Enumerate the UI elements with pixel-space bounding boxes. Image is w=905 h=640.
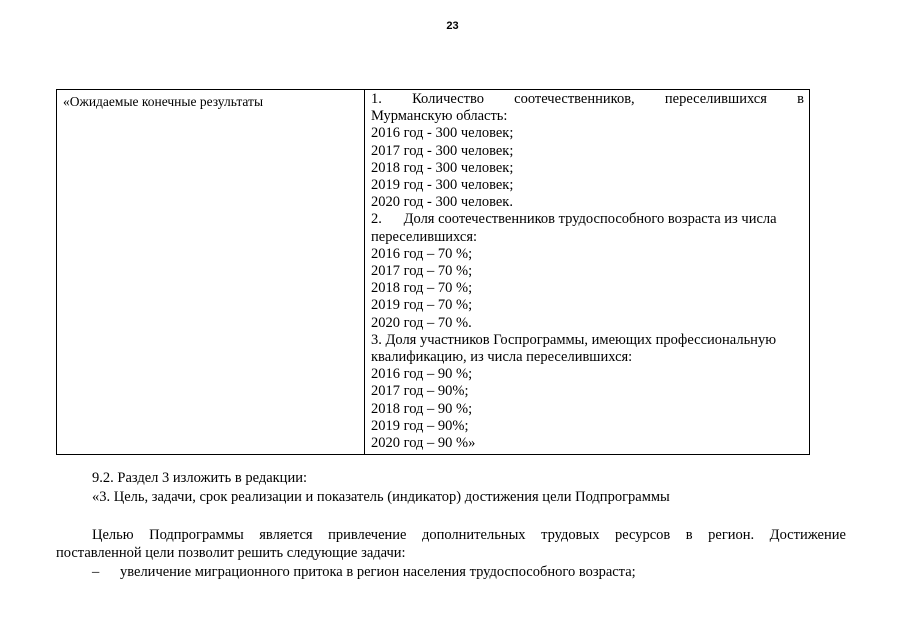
item1-year-line: 2020 год - 300 человек. (371, 194, 513, 211)
item1-word: в (797, 91, 804, 107)
body-word: регион. (708, 527, 755, 543)
item2-year-line: 2020 год – 70 %. (371, 314, 472, 331)
section-3-heading: «3. Цель, задачи, срок реализации и показатель (индикатор) достижения цели Подпрограммы (92, 489, 670, 505)
item1-continuation: Мурманскую область: (371, 108, 508, 125)
item3-year-line: 2018 год – 90 %; (371, 400, 473, 417)
body-word: является (259, 527, 313, 543)
body-paragraph-second-line: поставленной цели позволит решить следующие задачи: (56, 545, 406, 561)
section-9-2-instruction: 9.2. Раздел 3 изложить в редакции: (92, 470, 307, 486)
item2-year-line: 2019 год – 70 %; (371, 297, 473, 314)
item3-year-line: 2016 год – 90 %; (371, 366, 473, 383)
item1-word: 1. (371, 91, 382, 107)
body-word: Целью (92, 527, 134, 543)
bullet-item (92, 563, 882, 581)
item3-year-line: 2017 год – 90%; (371, 383, 469, 400)
item3-year-line: 2020 год – 90 %» (371, 435, 476, 452)
item2-year-line: 2017 год – 70 %; (371, 263, 473, 280)
item1-word: переселившихся (664, 91, 767, 107)
item1-year-line: 2019 год - 300 человек; (371, 177, 514, 194)
body-word: дополнительных (421, 527, 526, 543)
item2-year-line: 2016 год – 70 %; (371, 245, 473, 262)
body-word: в (685, 527, 693, 543)
table-label-cell: «Ожидаемые конечные результаты (57, 90, 365, 454)
item1-year-line: 2017 год - 300 человек; (371, 142, 514, 159)
bullet-text: увеличение миграционного притока в регион населения трудоспособного возраста; (120, 564, 636, 580)
item2-first-line: 2. Доля соотечественников трудоспособного возраста из числа (371, 211, 777, 228)
body-word: привлечение (328, 527, 407, 543)
item2-year-line: 2018 год – 70 %; (371, 280, 473, 297)
body-word: Подпрограммы (149, 527, 244, 543)
item3-year-line: 2019 год – 90%; (371, 417, 469, 434)
item1-first-line (371, 91, 804, 108)
results-table (56, 89, 810, 455)
body-word: трудовых (541, 527, 600, 543)
bullet-dash: – (92, 564, 100, 580)
item3-first-line: 3. Доля участников Госпрограммы, имеющих профессиональную (371, 331, 777, 348)
item1-word: Количество (412, 91, 484, 107)
body-word: Достижение (769, 527, 846, 543)
page-number: 23 (446, 20, 459, 32)
table-values-cell (365, 90, 809, 454)
item1-year-line: 2018 год - 300 человек; (371, 159, 514, 176)
body-paragraph-first-line (92, 526, 846, 544)
item3-continuation: квалификацию, из числа переселившихся: (371, 349, 633, 366)
item1-word: соотечественников, (514, 91, 635, 107)
body-word: ресурсов (614, 527, 671, 543)
item1-year-line: 2016 год - 300 человек; (371, 125, 514, 142)
item2-continuation: переселившихся: (371, 228, 478, 245)
